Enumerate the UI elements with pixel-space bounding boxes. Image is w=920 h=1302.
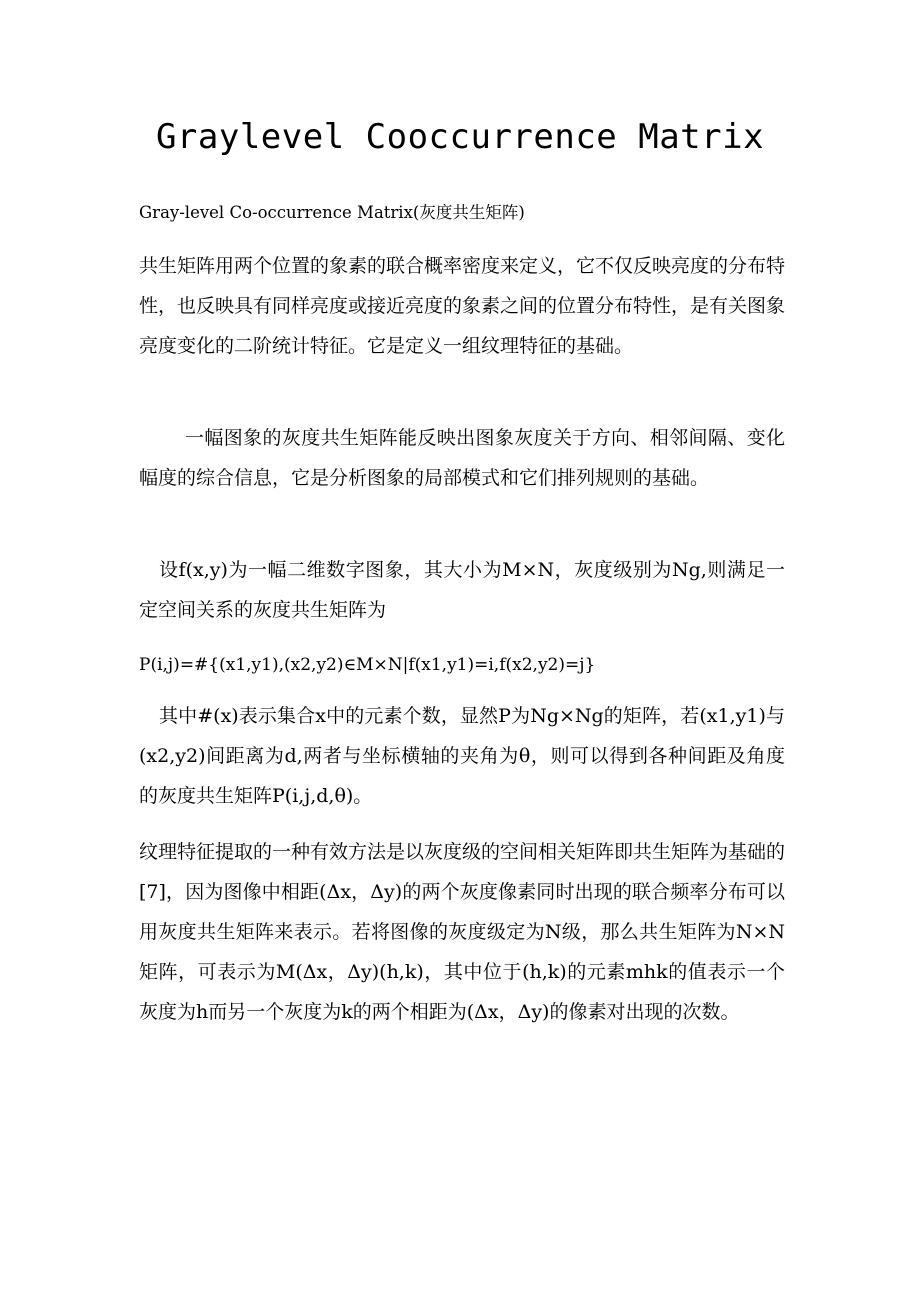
paragraph-texture-extraction: 纹理特征提取的一种有效方法是以灰度级的空间相关矩阵即共生矩阵为基础的[7]，因为图像中相距(Δx，Δy)的两个灰度像素同时出现的联合频率分布可以用灰度共生矩阵来表示。若将图像的灰度级定为N级，那么共生矩阵为N×N矩阵，可表示为M(Δx，Δy)(h,k)，其中位于(h,k)的元素mhk的值表示一个灰度为h而另一个灰度为k的两个相距为(Δx，Δy)的像素对出现的次数。 — [139, 841, 786, 1023]
paragraph-cooccurrence-information: 一幅图象的灰度共生矩阵能反映出图象灰度关于方向、相邻间隔、变化幅度的综合信息，它是分析图象的局部模式和它们排列规则的基础。 — [139, 427, 785, 489]
paragraph-cooccurrence-definition: 共生矩阵用两个位置的象素的联合概率密度来定义，它不仅反映亮度的分布特性，也反映具有同样亮度或接近亮度的象素之间的位置分布特性，是有关图象亮度变化的二阶统计特征。它是定义一组纹理特征的基础。 — [139, 255, 786, 357]
document-subtitle: Gray-level Co-occurrence Matrix(灰度共生矩阵) — [139, 203, 525, 222]
formula-cooccurrence: P(i,j)=#{(x1,y1),(x2,y2)∈M×N|f(x1,y1)=i,f(x2,y2)=j} — [139, 655, 596, 675]
document-title: Graylevel Cooccurrence Matrix — [155, 117, 765, 157]
paragraph-image-setup: 设f(x,y)为一幅二维数字图象，其大小为M×N，灰度级别为Ng,则满足一定空间关系的灰度共生矩阵为 — [139, 559, 785, 621]
paragraph-matrix-explanation: 其中#(x)表示集合x中的元素个数，显然P为Ng×Ng的矩阵，若(x1,y1)与(x2,y2)间距离为d,两者与坐标横轴的夹角为θ，则可以得到各种间距及角度的灰度共生矩阵P(i,j,d,θ)。 — [139, 705, 785, 807]
